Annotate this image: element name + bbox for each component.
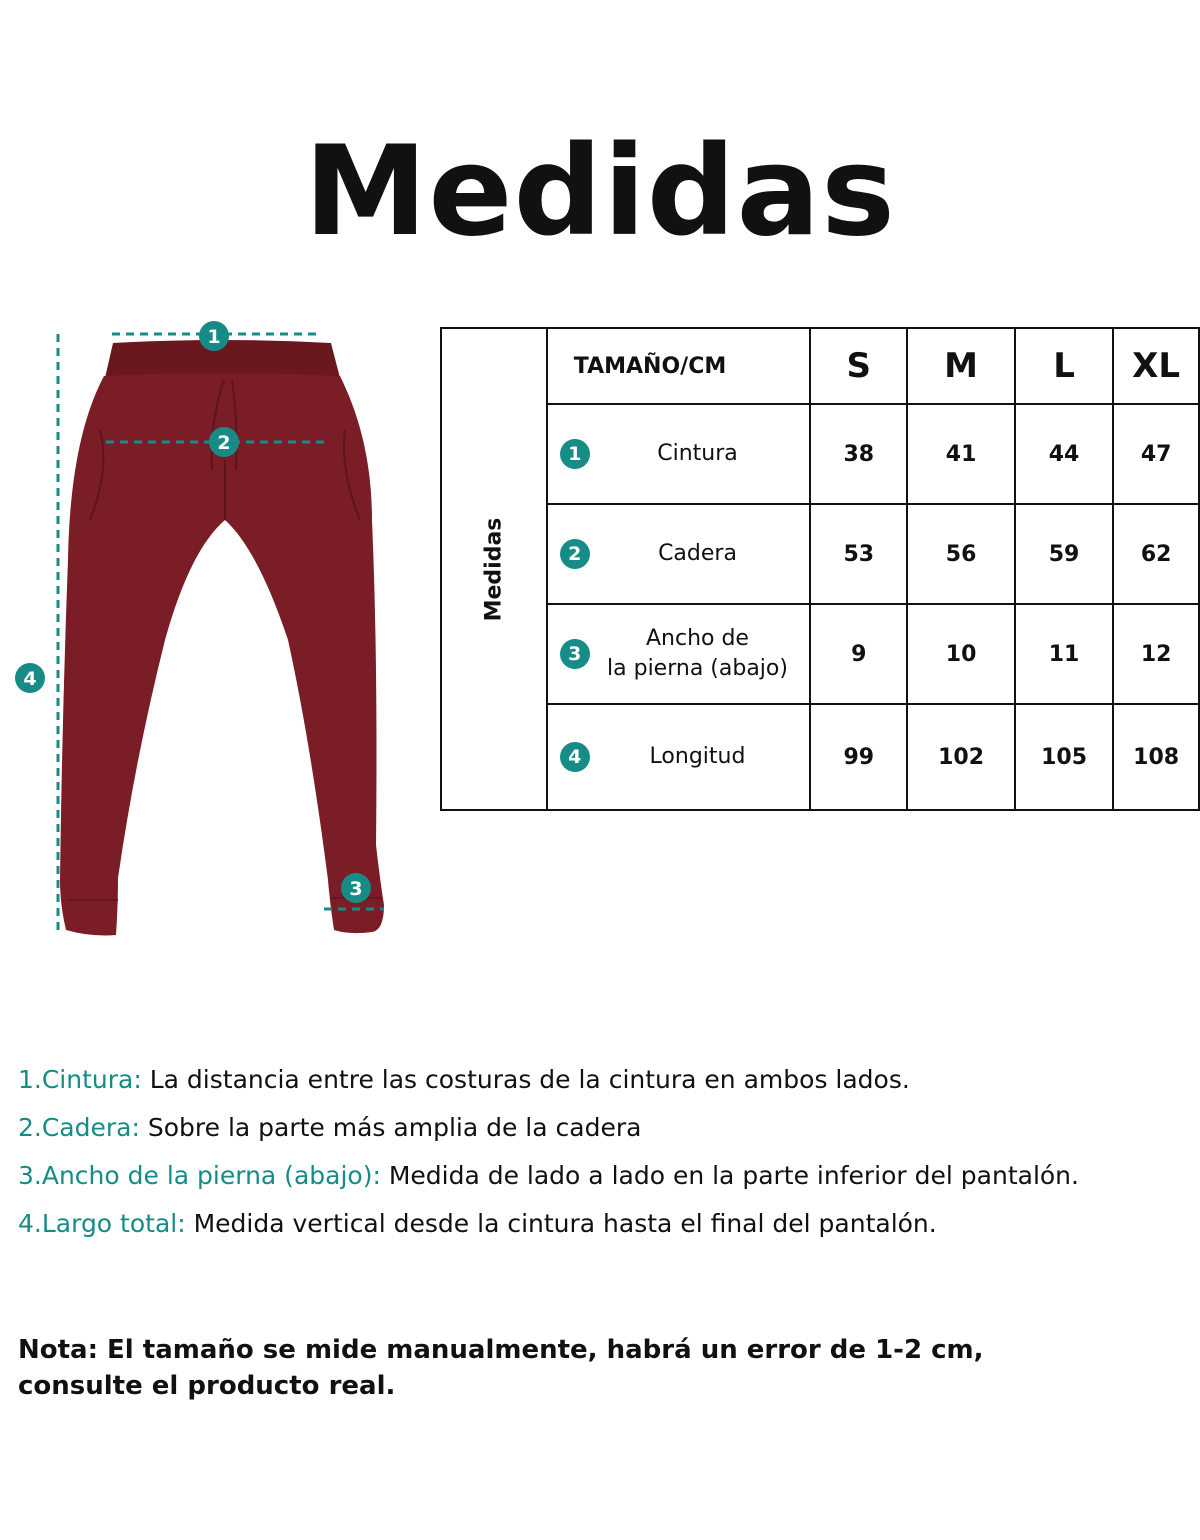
size-header: XL bbox=[1113, 328, 1199, 404]
label-line: Ancho de bbox=[645, 626, 749, 652]
table-cell: 11 bbox=[1015, 604, 1113, 704]
definition-text: Medida vertical desde la cintura hasta el final del pantalón. bbox=[185, 1209, 937, 1238]
table-cell: 44 bbox=[1015, 404, 1113, 504]
note-line: Nota: El tamaño se mide manualmente, habrá un error de 1-2 cm, bbox=[18, 1335, 984, 1365]
table-cell: 59 bbox=[1015, 504, 1113, 604]
size-header: M bbox=[907, 328, 1015, 404]
definition-item bbox=[18, 1062, 1198, 1098]
table-cell: 108 bbox=[1113, 704, 1199, 810]
table-cell: 56 bbox=[907, 504, 1015, 604]
label-line: la pierna (abajo) bbox=[607, 656, 788, 681]
measurement-label bbox=[569, 624, 788, 683]
table-cell: 12 bbox=[1113, 604, 1199, 704]
marker-1 bbox=[199, 321, 229, 351]
definition-term: 1.Cintura: bbox=[18, 1065, 142, 1094]
marker-2 bbox=[209, 427, 239, 457]
size-header-row bbox=[441, 328, 1199, 404]
note bbox=[18, 1332, 1198, 1404]
definition-text: Medida de lado a lado en la parte inferior del pantalón. bbox=[380, 1161, 1079, 1190]
table-cell: 47 bbox=[1113, 404, 1199, 504]
measurement-name-cell bbox=[547, 604, 810, 704]
number-badge: 1 bbox=[560, 439, 590, 469]
measurement-label: Cadera bbox=[658, 541, 737, 567]
measurement-label: Cintura bbox=[657, 441, 738, 467]
table-row bbox=[441, 604, 1199, 704]
size-header: S bbox=[810, 328, 907, 404]
definition-text: Sobre la parte más amplia de la cadera bbox=[139, 1113, 642, 1142]
marker-4-label: 4 bbox=[23, 668, 37, 690]
measurement-name-cell bbox=[547, 404, 810, 504]
definition-term: 2.Cadera: bbox=[18, 1113, 140, 1142]
definition-text: La distancia entre las costuras de la cintura en ambos lados. bbox=[141, 1065, 910, 1094]
table-cell: 9 bbox=[810, 604, 907, 704]
table-row bbox=[441, 404, 1199, 504]
table-cell: 38 bbox=[810, 404, 907, 504]
marker-3 bbox=[341, 873, 371, 903]
note-line: consulte el producto real. bbox=[18, 1371, 396, 1401]
table-row bbox=[441, 704, 1199, 810]
table-cell: 105 bbox=[1015, 704, 1113, 810]
pants-diagram bbox=[0, 320, 420, 960]
side-label-cell bbox=[441, 328, 547, 810]
table-cell: 41 bbox=[907, 404, 1015, 504]
table-cell: 102 bbox=[907, 704, 1015, 810]
table-cell: 99 bbox=[810, 704, 907, 810]
definition-item bbox=[18, 1110, 1198, 1146]
definitions-list bbox=[18, 1062, 1198, 1254]
number-badge: 2 bbox=[560, 539, 590, 569]
size-table bbox=[440, 327, 1200, 811]
marker-2-label: 2 bbox=[217, 432, 231, 454]
number-badge: 4 bbox=[560, 742, 590, 772]
table-cell: 10 bbox=[907, 604, 1015, 704]
table-row bbox=[441, 504, 1199, 604]
definition-term: 4.Largo total: bbox=[18, 1209, 186, 1238]
measurement-name-cell bbox=[547, 704, 810, 810]
number-badge: 3 bbox=[560, 639, 590, 669]
definition-term: 3.Ancho de la pierna (abajo): bbox=[18, 1161, 381, 1190]
table-cell: 53 bbox=[810, 504, 907, 604]
marker-4 bbox=[15, 663, 45, 693]
header-label: TAMAÑO/CM bbox=[547, 328, 810, 404]
page-title: Medidas bbox=[303, 120, 896, 264]
side-label: Medidas bbox=[481, 517, 507, 621]
table-cell: 62 bbox=[1113, 504, 1199, 604]
measurement-name-cell bbox=[547, 504, 810, 604]
definition-item bbox=[18, 1206, 1198, 1242]
marker-1-label: 1 bbox=[207, 326, 221, 348]
marker-3-label: 3 bbox=[349, 878, 363, 900]
measurement-label: Longitud bbox=[649, 744, 746, 770]
definition-item bbox=[18, 1158, 1198, 1194]
size-header: L bbox=[1015, 328, 1113, 404]
